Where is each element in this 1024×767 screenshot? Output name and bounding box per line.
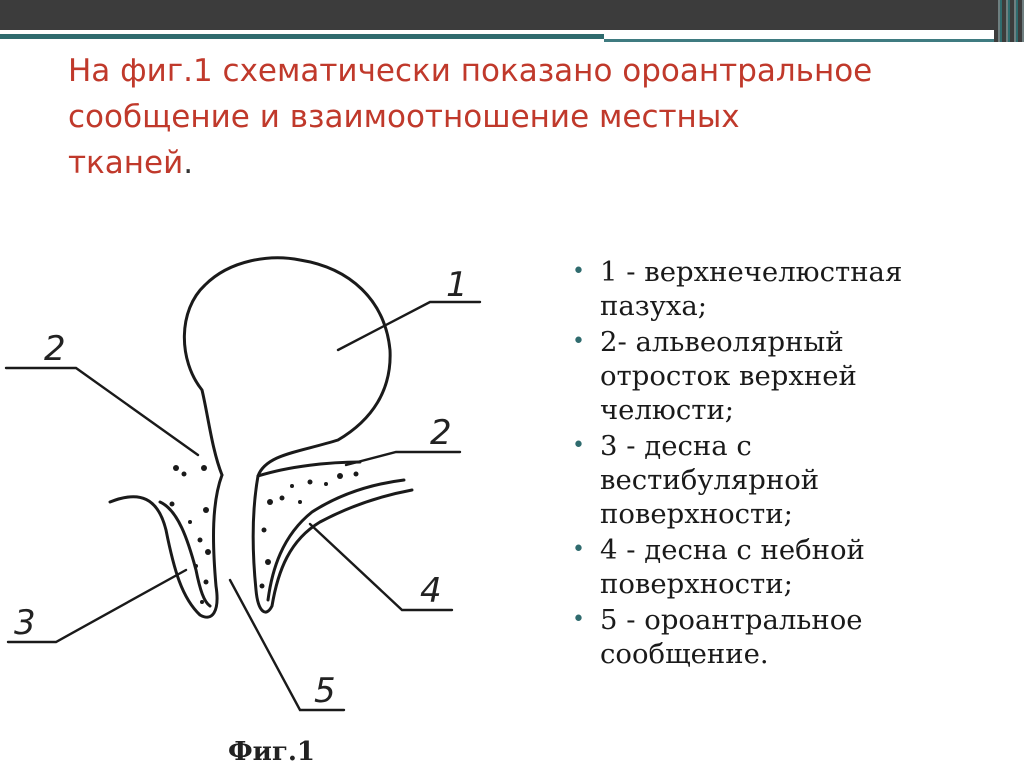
title-line-1: На фиг.1 схематически показано ороантральное <box>68 53 873 89</box>
legend-item <box>572 325 1012 427</box>
alveolar-process-right-top <box>258 462 360 476</box>
figure-caption: Фиг.1 <box>228 737 316 767</box>
slide-title <box>68 48 998 186</box>
legend-item-line: 1 - верхнечелюстная <box>600 256 903 288</box>
legend-item-line: челюсти; <box>600 394 735 426</box>
legend-item-line: 2- альвеолярный <box>600 326 844 358</box>
label-1: 1 <box>446 265 468 305</box>
legend-item <box>572 533 1012 601</box>
title-line-2: сообщение и взаимоотношение местных <box>68 99 740 135</box>
accent-rule-left <box>0 34 604 39</box>
corner-stripes <box>994 0 1024 42</box>
leader-2-left <box>6 368 198 455</box>
bullet-icon: • <box>572 259 585 284</box>
leader-1 <box>338 302 480 350</box>
vestibular-gingiva-outline <box>110 475 222 617</box>
label-3: 3 <box>14 603 36 643</box>
legend-item-line: 4 - десна с небной <box>600 534 865 566</box>
legend-item-line: вестибулярной <box>600 464 820 496</box>
top-bar <box>0 0 1024 30</box>
bullet-icon: • <box>572 329 585 354</box>
bullet-icon: • <box>572 433 585 458</box>
alveolar-process-left-outline <box>160 502 210 606</box>
legend-item <box>572 429 1012 531</box>
label-4: 4 <box>420 571 442 611</box>
anatomy-figure <box>0 240 560 767</box>
label-2-left: 2 <box>44 329 66 369</box>
sinus-outline <box>184 258 390 476</box>
accent-rule-right <box>604 39 999 42</box>
legend-item <box>572 255 1012 323</box>
figure-svg <box>0 240 560 767</box>
bullet-icon: • <box>572 607 585 632</box>
title-line-3: тканей <box>68 145 184 181</box>
legend-item-line: 3 - десна с <box>600 430 752 462</box>
legend-item-line: поверхности; <box>600 498 793 530</box>
legend-item-line: пазуха; <box>600 290 708 322</box>
legend-item-line: 5 - ороантральное <box>600 604 863 636</box>
legend-item-line: отросток верхней <box>600 360 857 392</box>
legend-item <box>572 603 1012 671</box>
title-dot: . <box>183 145 194 181</box>
label-2-right: 2 <box>430 413 452 453</box>
legend-item-line: поверхности; <box>600 568 793 600</box>
legend-list <box>572 255 1012 673</box>
bullet-icon: • <box>572 537 585 562</box>
legend-item-line: сообщение. <box>600 638 769 670</box>
leader-2-right <box>346 452 460 465</box>
label-5: 5 <box>314 671 336 711</box>
